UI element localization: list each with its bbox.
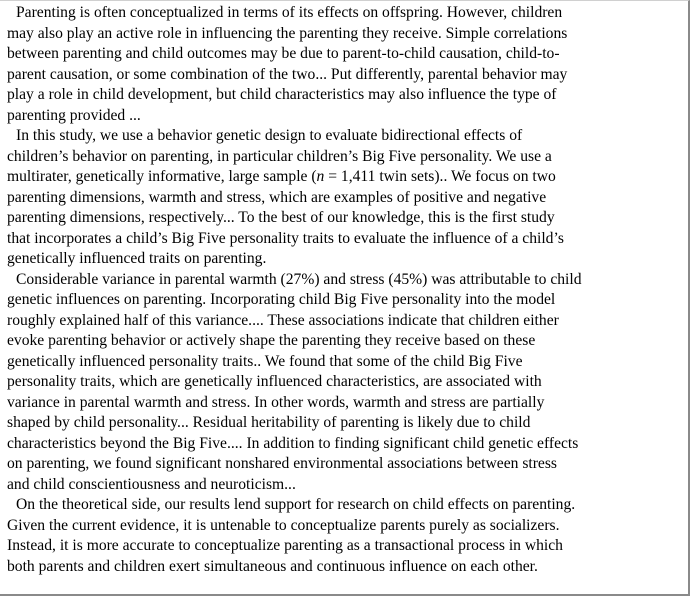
text-line: In this study, we use a behavior genetic design to evaluate bidirectional effects of [16, 127, 523, 144]
text-line: parent causation, or some combination of the two... Put differently, parental behavior may [7, 65, 568, 83]
text-line: on parenting, we found significant nonshared environmental associations between stress [7, 455, 557, 472]
text-line: parenting dimensions, warmth and stress, which are examples of positive and negative [7, 188, 547, 206]
line-2-3: multirater, genetically informative, large sample (n = 1,411 twin sets).. We focus on two [7, 168, 556, 185]
text-line: genetically influenced personality traits.. We found that some of the child Big Five [7, 352, 523, 370]
text-line: parenting provided ... [7, 106, 141, 124]
text-line: personality traits, which are genetically influenced characteristics, are associated with [7, 373, 542, 390]
text-line: variance in parental warmth and stress. In other words, warmth and stress are partially [7, 393, 545, 411]
text-line: roughly explained half of this variance.... These associations indicate that children either [7, 311, 559, 329]
text-line: and child conscientiousness and neuroticism... [7, 475, 296, 493]
text-line: characteristics beyond the Big Five.... In addition to finding significant child genetic effects [7, 434, 579, 452]
text-line: evoke parenting behavior or actively shape the parenting they receive based on these [7, 332, 536, 349]
text-line: genetically influenced traits on parenting. [7, 250, 267, 267]
paragraph-2 [7, 126, 687, 270]
text-line: shaped by child personality... Residual heritability of parenting is likely due to child [7, 414, 531, 431]
text-line: Given the current evidence, it is untenable to conceptualize parents purely as socializers. [7, 516, 560, 534]
text-line: children’s behavior on parenting, in particular children’s Big Five personality. We use a [7, 147, 552, 165]
paragraph-3 [7, 270, 687, 496]
text-line: may also play an active role in influencing the parenting they receive. Simple correlations [7, 24, 568, 42]
text-line: On the theoretical side, our results lend support for research on child effects on parenting. [16, 496, 576, 513]
text-line: play a role in child development, but child characteristics may also influence the type of [7, 86, 557, 103]
text-line: that incorporates a child’s Big Five personality traits to evaluate the influence of a child’s [7, 229, 564, 247]
document-body [7, 3, 687, 577]
text-line-with-italic [7, 167, 687, 188]
text-line: genetic influences on parenting. Incorporating child Big Five personality into the model [7, 291, 556, 308]
text-line: Considerable variance in parental warmth (27%) and stress (45%) was attributable to child [16, 270, 582, 288]
text-line: parenting dimensions, respectively... To the best of our knowledge, this is the first study [7, 209, 555, 226]
italic-n: n [316, 168, 325, 185]
text-line: Parenting is often conceptualized in terms of its effects on offspring. However, children [16, 4, 563, 21]
text-line: Instead, it is more accurate to conceptualize parenting as a transactional process in which [7, 537, 563, 554]
paragraph-4 [7, 495, 687, 577]
text-line: between parenting and child outcomes may be due to parent-to-child causation, child-to- [7, 45, 560, 62]
text-line: both parents and children exert simultaneous and continuous influence on each other. [7, 557, 538, 575]
paragraph-1 [7, 3, 687, 126]
